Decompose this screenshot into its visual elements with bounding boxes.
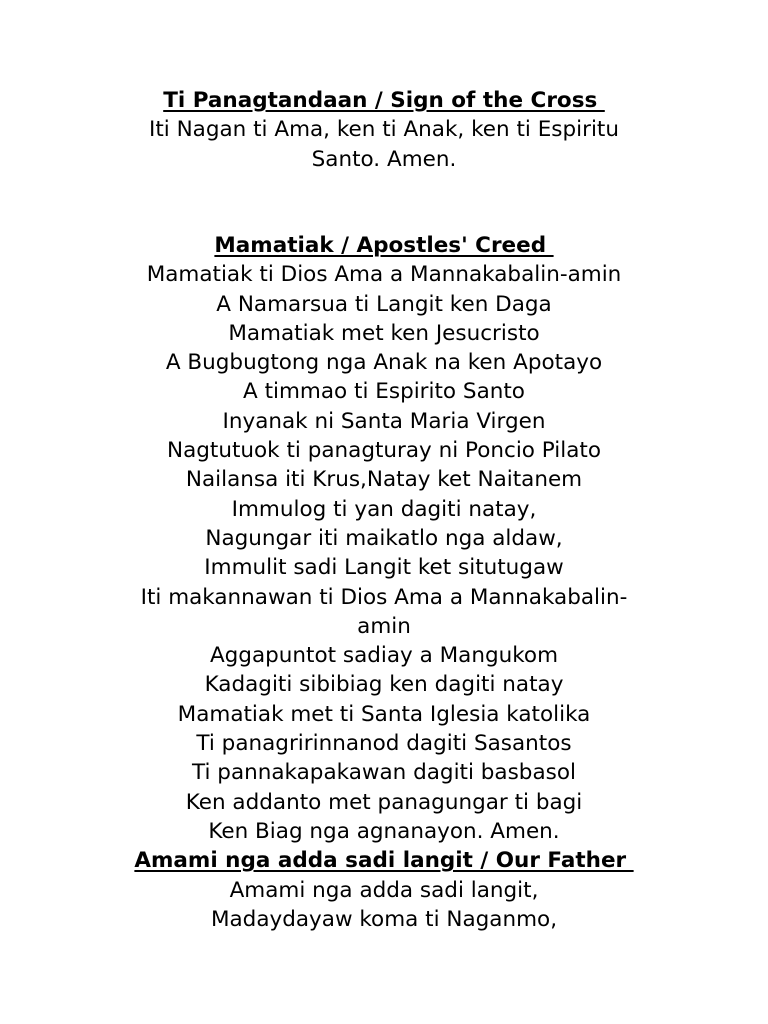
sign-of-the-cross-section bbox=[0, 86, 768, 174]
prayer-line: Nagtutuok ti panagturay ni Poncio Pilato bbox=[167, 438, 601, 464]
prayer-line: Mamatiak met ti Santa Iglesia katolika bbox=[177, 701, 591, 727]
prayer-line: Inyanak ni Santa Maria Virgen bbox=[222, 408, 546, 434]
apostles-creed-heading: Mamatiak / Apostles' Creed bbox=[214, 233, 554, 258]
prayer-line: Nagungar iti maikatlo nga aldaw, bbox=[205, 525, 563, 551]
prayer-line: Immulit sadi Langit ket situtugaw bbox=[204, 555, 564, 581]
apostles-creed-section bbox=[0, 231, 768, 934]
prayer-line: Madaydayaw koma ti Naganmo, bbox=[210, 906, 558, 932]
prayer-line: Ti panagririnnanod dagiti Sasantos bbox=[196, 731, 572, 757]
prayer-line: Iti Nagan ti Ama, ken ti Anak, ken ti Espiritu bbox=[149, 117, 619, 143]
prayer-line: Ken Biag nga agnanayon. Amen. bbox=[208, 818, 560, 844]
prayer-line: Kadagiti sibibiag ken dagiti natay bbox=[204, 672, 564, 698]
our-father-heading: Amami nga adda sadi langit / Our Father bbox=[134, 848, 634, 874]
prayer-line: Nailansa iti Krus,Natay ket Naitanem bbox=[185, 467, 583, 493]
prayer-line: Amami nga adda sadi langit, bbox=[229, 877, 539, 903]
prayer-line: Ken addanto met panagungar ti bagi bbox=[185, 789, 583, 815]
prayer-line: amin bbox=[357, 613, 411, 639]
prayer-line: Ti pannakapakawan dagiti basbasol bbox=[192, 760, 576, 786]
prayer-line: Iti makannawan ti Dios Ama a Mannakabalin- bbox=[140, 584, 628, 610]
prayer-line: Mamatiak met ken Jesucristo bbox=[228, 320, 540, 346]
prayer-line: Mamatiak ti Dios Ama a Mannakabalin-amin bbox=[146, 262, 622, 288]
prayer-line: Santo. Amen. bbox=[311, 146, 457, 172]
prayer-line: A Namarsua ti Langit ken Daga bbox=[216, 291, 552, 317]
sign-of-the-cross-heading: Ti Panagtandaan / Sign of the Cross bbox=[163, 88, 605, 113]
prayer-line: A Bugbugtong nga Anak na ken Apotayo bbox=[165, 350, 603, 376]
prayer-line: Aggapuntot sadiay a Mangukom bbox=[209, 643, 559, 669]
prayer-line: Immulog ti yan dagiti natay, bbox=[231, 496, 537, 522]
prayer-line: A timmao ti Espirito Santo bbox=[243, 379, 525, 405]
